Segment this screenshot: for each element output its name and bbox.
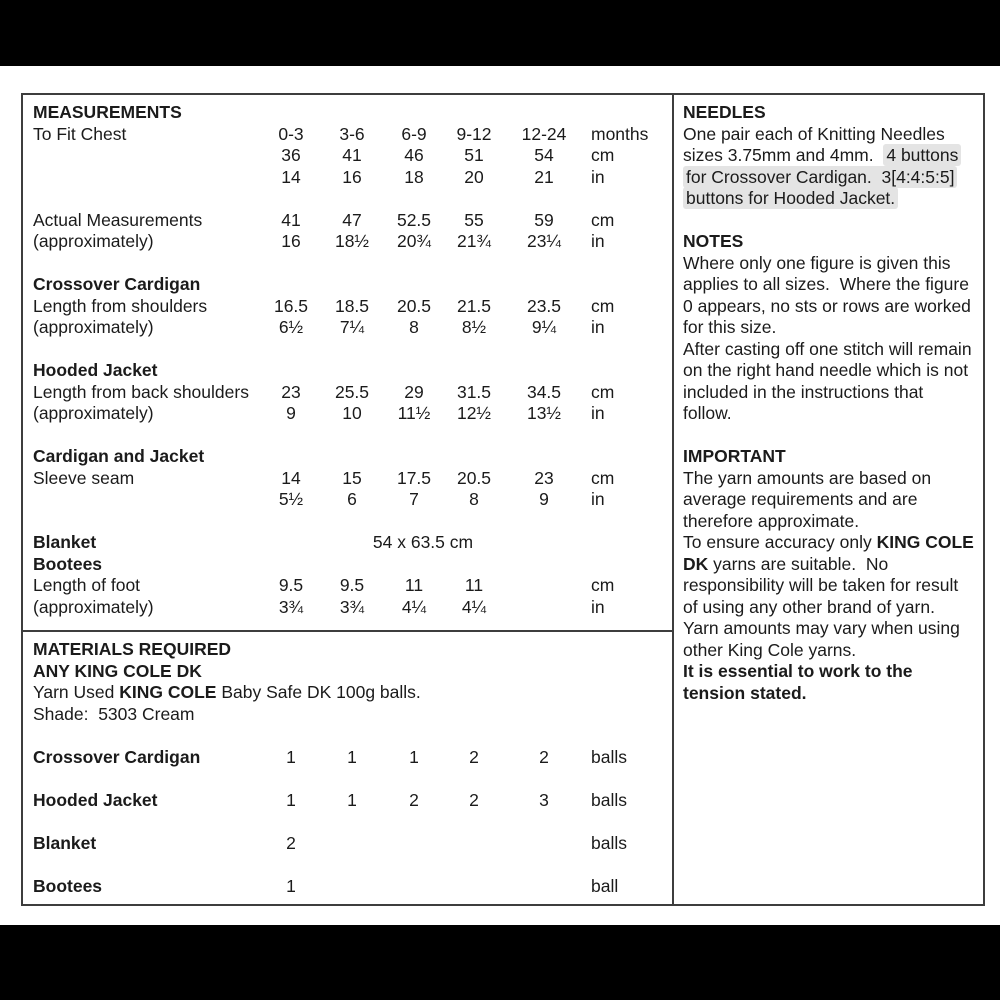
unit-cell: cm <box>591 209 615 230</box>
unit-cell <box>585 532 664 554</box>
spacer-cell <box>33 425 664 447</box>
size-value-cell: 34.5 <box>526 381 562 402</box>
table-row <box>33 296 664 318</box>
row-label-cell: To Fit Chest <box>33 123 127 144</box>
size-value-cell: 1 <box>286 789 296 810</box>
size-value-cell <box>383 833 445 855</box>
table-row <box>33 231 664 253</box>
size-value-cell: 13½ <box>526 403 562 423</box>
spacer-cell <box>33 188 664 210</box>
needles-title: NEEDLES <box>683 102 766 122</box>
text-segment: It is essential to work to the tension stated. <box>683 661 913 703</box>
table-row <box>33 597 664 619</box>
size-value-cell: 8½ <box>461 317 487 337</box>
size-value-cell: 11 <box>464 575 484 595</box>
size-value-cell: 25.5 <box>334 381 370 402</box>
size-value-cell: 18 <box>404 166 424 187</box>
row-label-cell: (approximately) <box>33 317 154 337</box>
size-value-cell: 2 <box>539 746 549 767</box>
group-heading-cell: Cardigan and Jacket <box>33 446 205 466</box>
size-value-cell: 9¼ <box>531 317 557 337</box>
size-value-cell: 59 <box>534 209 554 230</box>
text-segment: KING COLE DK <box>683 532 974 574</box>
size-value-cell: 41 <box>281 209 301 230</box>
measurements-table <box>33 124 664 619</box>
size-value-cell <box>503 876 585 898</box>
size-value-cell: 14 <box>281 467 301 488</box>
size-value-cell: 7 <box>409 489 419 509</box>
table-row <box>33 489 664 511</box>
size-value-cell <box>445 833 503 855</box>
table-row <box>33 210 664 232</box>
size-value-cell: 21.5 <box>456 295 492 316</box>
size-value-cell: 47 <box>342 209 362 230</box>
spacer-cell <box>33 768 664 790</box>
size-value-cell: 10 <box>342 403 362 423</box>
size-value-cell: 8 <box>409 317 419 337</box>
paragraph <box>683 618 976 661</box>
section-gap <box>683 425 976 447</box>
size-value-cell: 51 <box>464 145 484 165</box>
spacer-cell <box>33 511 664 533</box>
size-value-cell: 9 <box>539 489 549 509</box>
size-value-cell: 20 <box>464 166 484 187</box>
yarn-used-line <box>33 682 664 704</box>
size-value-cell: 23 <box>281 381 301 402</box>
unit-cell: in <box>591 403 605 423</box>
text-segment: After casting off one stitch will remain on the right hand needle which is not included in the instructions that follow. <box>683 338 972 423</box>
bottom-black-bar <box>0 925 1000 1000</box>
table-row <box>33 124 664 146</box>
size-value-cell: 6½ <box>278 317 304 337</box>
size-value-cell <box>503 833 585 855</box>
size-value-cell: 21¾ <box>456 231 492 251</box>
unit-cell: in <box>591 231 605 251</box>
table-row <box>33 811 664 833</box>
table-row <box>33 425 664 447</box>
table-row <box>33 339 664 361</box>
paragraph <box>683 661 976 704</box>
size-value-cell: 11 <box>404 575 424 595</box>
size-value-cell: 6 <box>347 489 357 509</box>
size-value-cell <box>321 876 383 898</box>
measurements-title: MEASUREMENTS <box>33 102 182 122</box>
size-value-cell: 1 <box>286 746 296 767</box>
row-label-cell <box>33 145 261 167</box>
size-value-cell <box>503 597 585 619</box>
materials-subtitle: ANY KING COLE DK <box>33 660 202 681</box>
paragraph <box>683 532 976 618</box>
section-gap <box>683 210 976 232</box>
size-value-cell: 17.5 <box>396 467 432 488</box>
table-row <box>33 317 664 339</box>
group-heading-cell: Crossover Cardigan <box>33 274 201 294</box>
paragraph <box>683 468 976 533</box>
size-value-cell: 20¾ <box>396 231 432 251</box>
needles-paragraph <box>683 124 976 210</box>
size-value-cell: 1 <box>347 746 357 767</box>
text-segment: Where only one figure is given this applies to all sizes. Where the figure 0 appears, no sts or rows are worked for this size. <box>683 252 971 337</box>
unit-cell: in <box>591 317 605 337</box>
size-value-cell: 2 <box>469 789 479 810</box>
row-label-cell: Blanket <box>33 832 97 853</box>
measurements-panel <box>21 93 674 632</box>
size-value-cell: 3¾ <box>278 596 304 617</box>
size-value-cell: 20.5 <box>456 467 492 488</box>
spacer-cell <box>33 811 664 833</box>
unit-cell: cm <box>591 575 615 595</box>
table-row <box>33 253 664 275</box>
important-title: IMPORTANT <box>683 446 786 466</box>
table-row <box>33 446 664 468</box>
size-value-cell: 23 <box>534 467 554 488</box>
table-row <box>33 511 664 533</box>
table-row <box>33 360 664 382</box>
size-value-cell <box>383 876 445 898</box>
size-value-cell: 23.5 <box>526 295 562 316</box>
unit-cell: months <box>591 123 649 144</box>
group-heading-cell: Bootees <box>33 553 103 574</box>
text-segment: Baby Safe DK 100g balls. <box>216 682 421 702</box>
unit-cell: in <box>591 489 605 509</box>
table-row <box>33 468 664 490</box>
table-row <box>33 768 664 790</box>
spacer-cell <box>33 253 664 275</box>
size-value-cell: 14 <box>281 166 301 187</box>
materials-title: MATERIALS REQUIRED <box>33 639 232 659</box>
text-segment: KING COLE <box>119 682 217 702</box>
size-value-cell: 4¼ <box>401 596 427 617</box>
materials-panel <box>21 630 674 906</box>
size-value-cell: 9 <box>286 403 296 423</box>
size-value-cell: 3 <box>539 789 549 810</box>
row-label-cell: Crossover Cardigan <box>33 746 201 767</box>
text-segment: To ensure accuracy only <box>683 532 877 552</box>
size-value-cell: 55 <box>464 209 484 230</box>
unit-cell: balls <box>591 832 627 853</box>
size-value-cell <box>503 575 585 597</box>
size-value-cell: 2 <box>286 832 296 853</box>
size-value-cell: 23¼ <box>526 231 562 251</box>
top-black-bar <box>0 0 1000 66</box>
table-row <box>33 575 664 597</box>
notes-paragraphs <box>683 253 976 425</box>
size-value-cell: 16 <box>281 231 301 251</box>
text-segment: One pair each of Knitting Needles sizes 3.75mm and 4mm. <box>683 123 945 165</box>
table-row <box>33 167 664 189</box>
size-value-cell: 5½ <box>278 489 304 509</box>
text-segment: yarns are suitable. No responsibility will be taken for result of using any other brand of yarn. <box>683 553 959 617</box>
row-label-cell: Length from back shoulders <box>33 381 249 402</box>
group-heading-cell: Hooded Jacket <box>33 360 158 380</box>
size-value-cell: 0-3 <box>278 123 304 144</box>
row-label-cell <box>33 489 261 511</box>
table-row <box>33 790 664 812</box>
row-label-cell: Sleeve seam <box>33 467 135 488</box>
size-value-cell: 3¾ <box>339 596 365 617</box>
text-segment: The yarn amounts are based on average requirements and are therefore approximate. <box>683 467 932 531</box>
highlighted-text: 4 buttons for Crossover Cardigan. 3[4:4:5:5] buttons for Hooded Jacket. <box>683 144 961 209</box>
text-segment: Yarn Used <box>33 682 120 702</box>
table-row <box>33 876 664 898</box>
size-value-cell <box>321 833 383 855</box>
size-value-cell: 18.5 <box>334 295 370 316</box>
size-value-cell: 8 <box>469 489 479 509</box>
spacer-cell <box>33 854 664 876</box>
table-row <box>33 145 664 167</box>
unit-cell: cm <box>591 381 615 402</box>
size-value-cell: 11½ <box>397 403 431 423</box>
unit-cell: cm <box>591 295 615 316</box>
row-label-cell: (approximately) <box>33 596 154 617</box>
group-heading-cell: Blanket <box>33 532 97 552</box>
size-value-cell: 36 <box>281 145 301 165</box>
paragraph <box>683 339 976 425</box>
important-paragraphs <box>683 468 976 705</box>
unit-cell: balls <box>591 789 627 810</box>
table-row <box>33 274 664 296</box>
size-value-cell: 46 <box>404 145 424 165</box>
table-row <box>33 532 664 554</box>
size-value-cell: 9-12 <box>456 123 492 144</box>
table-row <box>33 747 664 769</box>
text-segment: Yarn amounts may vary when using other King Cole yarns. <box>683 618 960 660</box>
row-label-cell: (approximately) <box>33 231 154 251</box>
paragraph <box>683 253 976 339</box>
row-label-cell: Length of foot <box>33 575 141 595</box>
size-value-cell: 7¼ <box>339 317 365 337</box>
table-row <box>33 854 664 876</box>
size-value-cell: 9.5 <box>278 575 304 595</box>
row-label-cell: (approximately) <box>33 403 154 423</box>
unit-cell: in <box>591 166 605 187</box>
size-value-cell: 20.5 <box>396 295 432 316</box>
size-value-cell: 9.5 <box>339 575 365 595</box>
unit-cell: ball <box>591 875 619 896</box>
spacer-cell <box>33 725 664 747</box>
info-panel <box>672 93 985 906</box>
size-value-cell: 1 <box>409 746 419 767</box>
size-value-cell: 3-6 <box>339 123 365 144</box>
row-label-cell: Actual Measurements <box>33 209 203 230</box>
size-value-cell: 6-9 <box>401 123 427 144</box>
row-label-cell <box>33 167 261 189</box>
table-row <box>33 725 664 747</box>
table-row <box>33 403 664 425</box>
size-value-cell: 2 <box>409 789 419 810</box>
spacer-cell <box>33 339 664 361</box>
materials-table <box>33 725 664 897</box>
shade-line: Shade: 5303 Cream <box>33 703 195 724</box>
table-row <box>33 833 664 855</box>
size-value-cell: 4¼ <box>461 596 487 617</box>
span-value-cell: 54 x 63.5 cm <box>372 532 474 552</box>
size-value-cell: 12-24 <box>521 123 567 144</box>
size-value-cell: 16.5 <box>273 295 309 316</box>
size-value-cell: 12½ <box>456 403 492 423</box>
row-label-cell: Bootees <box>33 875 103 896</box>
table-row <box>33 188 664 210</box>
size-value-cell: 1 <box>286 875 296 896</box>
size-value-cell: 29 <box>404 381 424 402</box>
unit-cell: balls <box>591 746 627 767</box>
size-value-cell: 21 <box>534 166 554 187</box>
notes-title: NOTES <box>683 231 744 251</box>
table-row <box>33 554 664 576</box>
row-label-cell: Length from shoulders <box>33 295 208 316</box>
size-value-cell <box>445 876 503 898</box>
size-value-cell: 16 <box>342 166 362 187</box>
size-value-cell: 18½ <box>334 231 370 251</box>
unit-cell: cm <box>591 467 615 488</box>
row-label-cell: Hooded Jacket <box>33 789 158 810</box>
size-value-cell: 41 <box>342 145 362 165</box>
unit-cell: in <box>591 596 605 617</box>
size-value-cell: 52.5 <box>396 209 432 230</box>
size-value-cell: 1 <box>347 789 357 810</box>
size-value-cell: 31.5 <box>456 381 492 402</box>
table-row <box>33 382 664 404</box>
size-value-cell: 15 <box>342 467 362 488</box>
size-value-cell: 54 <box>534 145 554 165</box>
size-value-cell: 2 <box>469 746 479 767</box>
unit-cell: cm <box>591 145 615 165</box>
